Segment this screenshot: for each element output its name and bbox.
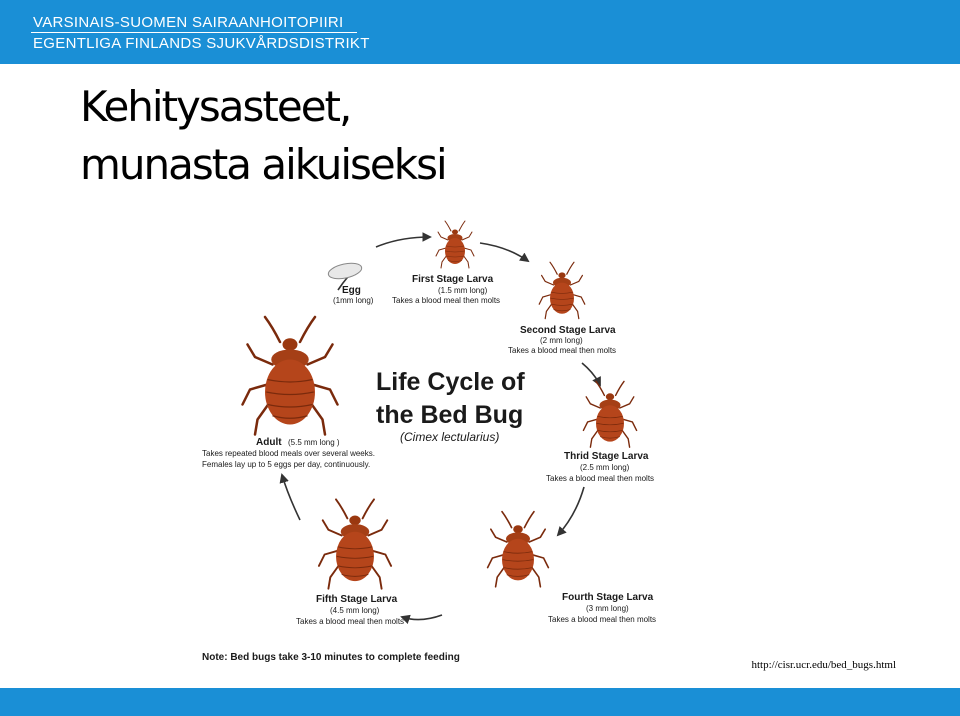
fifth-stage-size: (4.5 mm long) [330,606,380,615]
arrow-third-to-fourth [558,487,584,535]
organization-name-finnish: VARSINAIS-SUOMEN SAIRAANHOITOPIIRI [33,14,344,31]
diagram-title-line1: Life Cycle of [376,368,525,396]
first-stage-size: (1.5 mm long) [438,286,488,295]
slide-title [80,78,446,194]
second-stage-size: (2 mm long) [540,336,583,345]
organization-name-swedish: EGENTLIGA FINLANDS SJUKVÅRDSDISTRIKT [33,35,370,52]
egg-size: (1mm long) [333,296,374,305]
first-stage-desc: Takes a blood meal then molts [392,296,501,305]
header-bar [0,0,960,64]
third-stage-name: Thrid Stage Larva [564,451,649,462]
footer-bar [0,688,960,716]
arrow-to-first [376,237,430,247]
fourth-stage-name: Fourth Stage Larva [562,592,654,603]
egg-icon [327,261,363,282]
slide-title-line2: munasta aikuiseksi [80,140,446,189]
adult-name: Adult [256,437,282,448]
second-stage-name: Second Stage Larva [520,325,616,336]
second-stage-larva-icon [539,262,585,318]
adult-desc-line2: Females lay up to 5 eggs per day, continuously. [202,460,371,469]
egg-name: Egg [342,285,361,296]
source-url: http://cisr.ucr.edu/bed_bugs.html [751,659,896,671]
third-stage-desc: Takes a blood meal then molts [546,474,655,483]
fourth-stage-size: (3 mm long) [586,604,629,613]
fourth-stage-desc: Takes a blood meal then molts [548,615,657,624]
third-stage-size: (2.5 mm long) [580,463,630,472]
diagram-title-line2: the Bed Bug [376,401,524,429]
second-stage-desc: Takes a blood meal then molts [508,346,617,355]
arrow-fifth-to-adult [282,475,300,520]
first-stage-name: First Stage Larva [412,274,494,285]
scientific-name: (Cimex lectularius) [400,430,500,444]
header-divider [31,32,357,33]
feeding-note: Note: Bed bugs take 3-10 minutes to complete feeding [202,652,460,663]
arrow-fourth-to-fifth [402,615,442,620]
slide-title-line1: Kehitysasteet, [80,82,351,131]
fifth-stage-larva-icon [319,499,391,588]
adult-bug-icon [243,317,338,435]
bed-bug-life-cycle-diagram [190,205,690,665]
fifth-stage-desc: Takes a blood meal then molts [296,617,405,626]
first-stage-larva-icon [436,221,474,268]
fifth-stage-name: Fifth Stage Larva [316,594,398,605]
fourth-stage-larva-icon [488,512,549,587]
third-stage-larva-icon [583,381,636,447]
adult-size: (5.5 mm long ) [288,438,340,447]
arrow-second-to-third [582,363,600,385]
adult-desc-line1: Takes repeated blood meals over several weeks. [202,449,375,458]
arrow-first-to-second [480,243,528,261]
